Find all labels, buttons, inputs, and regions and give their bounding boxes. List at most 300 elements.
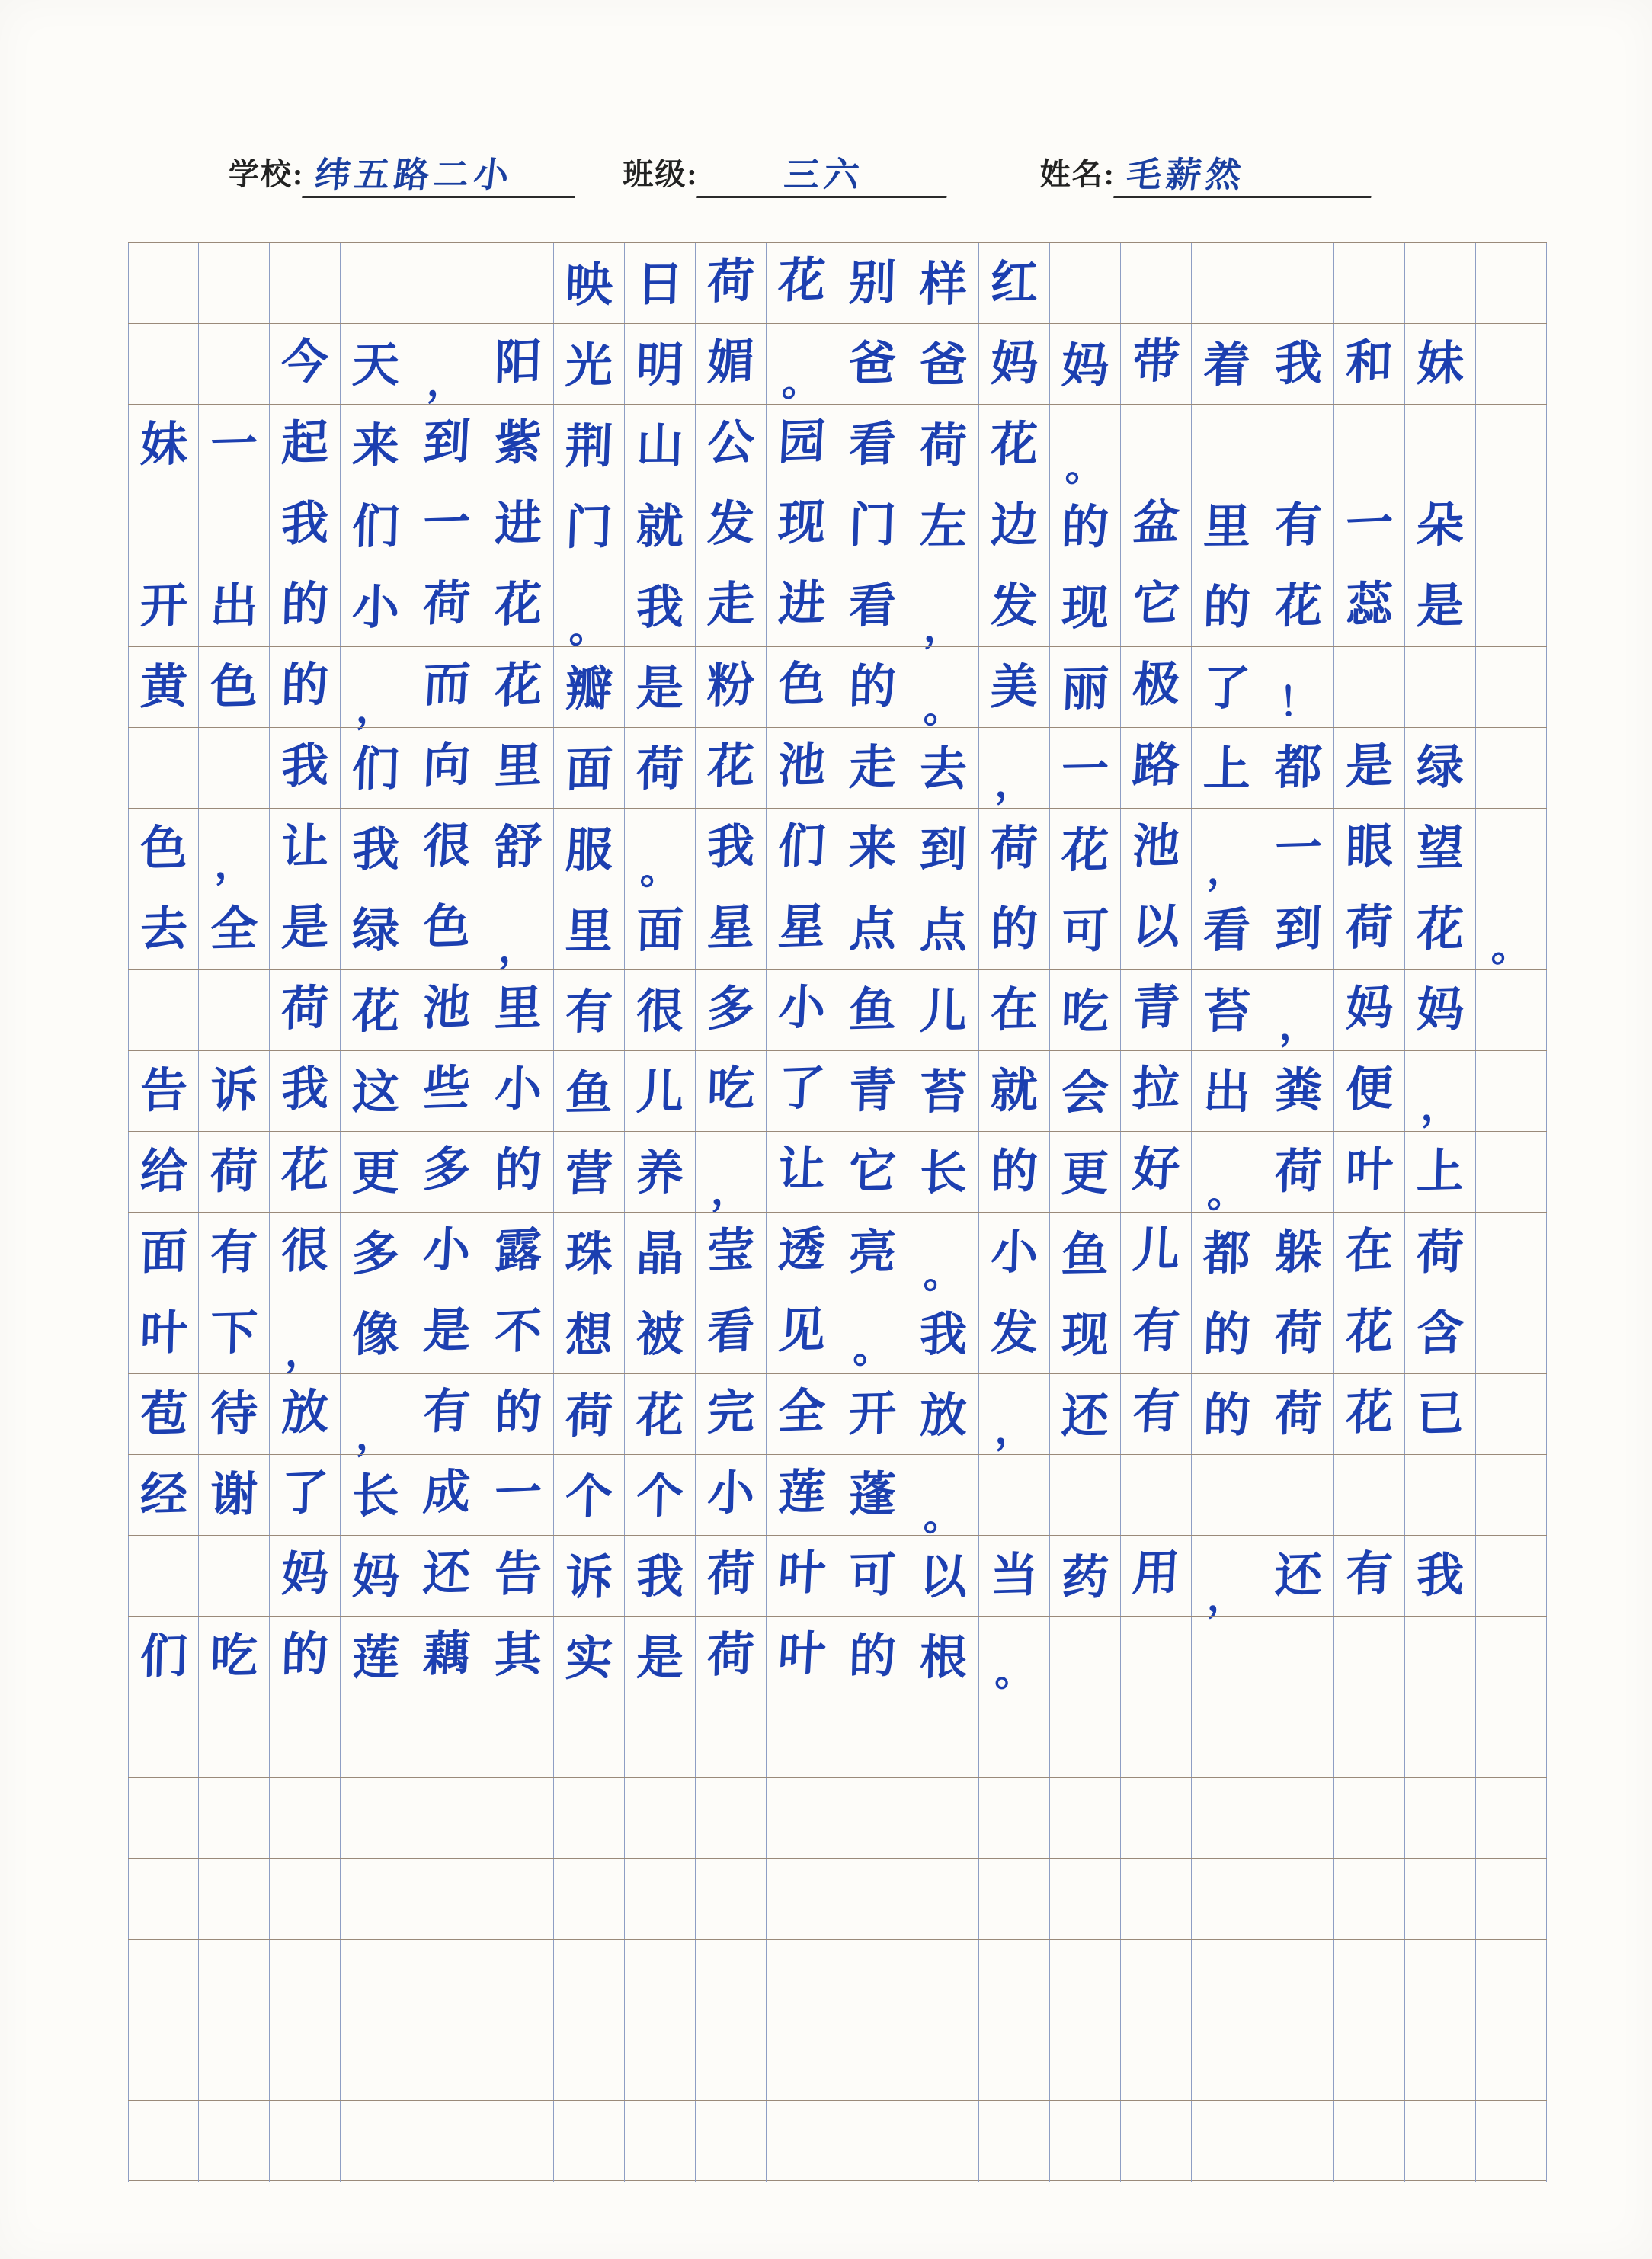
grid-cell[interactable] [1334,1132,1405,1213]
grid-cell[interactable] [482,1374,553,1455]
grid-cell[interactable] [199,2020,270,2101]
grid-cell[interactable] [554,1697,625,1778]
grid-cell[interactable] [625,1455,696,1536]
grid-cell[interactable] [1121,1455,1192,1536]
grid-cell[interactable] [199,809,270,889]
grid-cell[interactable] [908,728,979,809]
grid-cell[interactable] [696,1940,767,2020]
grid-cell[interactable] [1192,1617,1263,1697]
grid-cell[interactable] [625,647,696,728]
grid-cell[interactable] [1121,1132,1192,1213]
grid-cell[interactable] [1263,1536,1334,1617]
grid-cell[interactable] [767,1859,837,1940]
grid-cell[interactable] [341,647,411,732]
grid-cell[interactable] [696,2020,767,2101]
grid-cell[interactable] [1121,728,1192,809]
grid-cell[interactable] [270,1455,341,1536]
grid-cell[interactable] [411,1293,482,1374]
grid-cell[interactable] [908,324,979,405]
grid-cell[interactable] [979,1536,1050,1617]
grid-cell[interactable] [837,1293,908,1374]
grid-cell[interactable] [1263,647,1334,728]
grid-cell[interactable] [270,970,341,1051]
grid-cell[interactable] [908,1617,979,1697]
grid-cell[interactable] [554,2020,625,2101]
grid-cell[interactable] [1050,1374,1121,1455]
grid-cell[interactable] [1263,324,1334,405]
grid-cell[interactable] [199,1132,270,1213]
grid-cell[interactable] [270,809,341,889]
grid-cell[interactable] [128,1940,199,2020]
grid-cell[interactable] [908,1051,979,1132]
grid-cell[interactable] [270,728,341,809]
grid-cell[interactable] [625,1536,696,1617]
grid-cell[interactable] [696,1374,767,1455]
grid-cell[interactable] [1050,1859,1121,1940]
grid-cell[interactable] [767,889,837,970]
grid-cell[interactable] [979,728,1050,809]
grid-cell[interactable] [1050,1455,1121,1536]
grid-cell[interactable] [1121,2101,1192,2182]
grid-cell[interactable] [908,1940,979,2020]
grid-cell[interactable] [270,243,341,324]
grid-cell[interactable] [1050,2101,1121,2182]
grid-cell[interactable] [1192,1536,1263,1620]
grid-cell[interactable] [341,728,411,809]
grid-cell[interactable] [979,647,1050,728]
grid-cell[interactable] [625,1617,696,1697]
grid-cell[interactable] [1476,1051,1547,1132]
grid-cell[interactable] [1050,889,1121,970]
grid-cell[interactable] [1334,485,1405,566]
grid-cell[interactable] [979,889,1050,970]
grid-cell[interactable] [341,1536,411,1617]
grid-cell[interactable] [1050,2020,1121,2101]
grid-cell[interactable] [767,324,837,405]
grid-cell[interactable] [270,2020,341,2101]
grid-cell[interactable] [1334,1213,1405,1293]
grid-cell[interactable] [1334,1940,1405,2020]
grid-cell[interactable] [482,324,553,405]
grid-cell[interactable] [696,1617,767,1697]
grid-cell[interactable] [554,728,625,809]
grid-cell[interactable] [482,2020,553,2101]
grid-cell[interactable] [270,1940,341,2020]
grid-cell[interactable] [1263,728,1334,809]
grid-cell[interactable] [696,1536,767,1617]
grid-cell[interactable] [625,405,696,485]
grid-cell[interactable] [1476,1940,1547,2020]
grid-cell[interactable] [1334,2101,1405,2182]
grid-cell[interactable] [1334,889,1405,970]
grid-cell[interactable] [482,889,553,970]
grid-cell[interactable] [199,728,270,809]
grid-cell[interactable] [837,2020,908,2101]
grid-cell[interactable] [1334,728,1405,809]
grid-cell[interactable] [1263,809,1334,889]
grid-cell[interactable] [908,1697,979,1778]
grid-cell[interactable] [979,243,1050,324]
grid-cell[interactable] [411,324,482,405]
grid-cell[interactable] [270,1859,341,1940]
grid-cell[interactable] [1192,1859,1263,1940]
grid-cell[interactable] [837,1536,908,1617]
grid-cell[interactable] [625,243,696,324]
grid-cell[interactable] [1263,889,1334,970]
grid-cell[interactable] [1192,1213,1263,1293]
grid-cell[interactable] [1476,1859,1547,1940]
grid-cell[interactable] [979,1697,1050,1778]
grid-cell[interactable] [270,1213,341,1293]
grid-cell[interactable] [270,1536,341,1617]
grid-cell[interactable] [767,1132,837,1213]
grid-cell[interactable] [1050,1617,1121,1697]
grid-cell[interactable] [1121,1697,1192,1778]
grid-cell[interactable] [767,566,837,647]
grid-cell[interactable] [908,1293,979,1374]
grid-cell[interactable] [270,2101,341,2182]
grid-cell[interactable] [482,2101,553,2182]
grid-cell[interactable] [128,1132,199,1213]
grid-cell[interactable] [199,566,270,647]
grid-cell[interactable] [979,1859,1050,1940]
grid-cell[interactable] [625,970,696,1051]
grid-cell[interactable] [128,1778,199,1859]
grid-cell[interactable] [270,1778,341,1859]
grid-cell[interactable] [128,566,199,647]
grid-cell[interactable] [837,728,908,809]
grid-cell[interactable] [554,2101,625,2182]
grid-cell[interactable] [908,889,979,970]
grid-cell[interactable] [270,1374,341,1455]
grid-cell[interactable] [1121,324,1192,405]
grid-cell[interactable] [482,728,553,809]
grid-cell[interactable] [979,1051,1050,1132]
grid-cell[interactable] [767,647,837,728]
grid-cell[interactable] [341,1293,411,1374]
grid-cell[interactable] [1050,566,1121,647]
grid-cell[interactable] [1263,1132,1334,1213]
grid-cell[interactable] [341,889,411,970]
grid-cell[interactable] [979,1778,1050,1859]
grid-cell[interactable] [696,243,767,324]
grid-cell[interactable] [1405,1132,1476,1213]
grid-cell[interactable] [1050,1293,1121,1374]
grid-cell[interactable] [1192,1132,1263,1216]
grid-cell[interactable] [1476,1455,1547,1536]
grid-cell[interactable] [1050,324,1121,405]
grid-cell[interactable] [1334,647,1405,728]
grid-cell[interactable] [1476,2101,1547,2182]
grid-cell[interactable] [128,1536,199,1617]
grid-cell[interactable] [979,1940,1050,2020]
grid-cell[interactable] [979,1213,1050,1293]
grid-cell[interactable] [128,243,199,324]
grid-cell[interactable] [696,1778,767,1859]
grid-cell[interactable] [625,1859,696,1940]
grid-cell[interactable] [696,1213,767,1293]
grid-cell[interactable] [1050,647,1121,728]
grid-cell[interactable] [837,1859,908,1940]
grid-cell[interactable] [341,324,411,405]
grid-cell[interactable] [1263,2020,1334,2101]
grid-cell[interactable] [1121,647,1192,728]
grid-cell[interactable] [1050,728,1121,809]
grid-cell[interactable] [1263,970,1334,1051]
grid-cell[interactable] [411,809,482,889]
grid-cell[interactable] [1121,1213,1192,1293]
grid-cell[interactable] [908,1455,979,1540]
grid-cell[interactable] [270,1697,341,1778]
grid-cell[interactable] [767,1536,837,1617]
grid-cell[interactable] [837,2101,908,2182]
grid-cell[interactable] [341,2101,411,2182]
grid-cell[interactable] [341,1213,411,1293]
grid-cell[interactable] [1192,809,1263,893]
grid-cell[interactable] [1192,1293,1263,1374]
grid-cell[interactable] [979,1132,1050,1213]
grid-cell[interactable] [1263,1617,1334,1697]
grid-cell[interactable] [1405,1051,1476,1132]
grid-cell[interactable] [908,2101,979,2182]
grid-cell[interactable] [625,2101,696,2182]
grid-cell[interactable] [837,1778,908,1859]
grid-cell[interactable] [341,1374,411,1459]
grid-cell[interactable] [1476,405,1547,485]
grid-cell[interactable] [411,1051,482,1132]
grid-cell[interactable] [199,1374,270,1455]
grid-cell[interactable] [270,485,341,566]
grid-cell[interactable] [128,1697,199,1778]
grid-cell[interactable] [199,485,270,566]
grid-cell[interactable] [1192,1455,1263,1536]
grid-cell[interactable] [199,1455,270,1536]
grid-cell[interactable] [199,1051,270,1132]
grid-cell[interactable] [1476,1374,1547,1455]
grid-cell[interactable] [1334,1293,1405,1374]
grid-cell[interactable] [128,485,199,566]
grid-cell[interactable] [1192,1051,1263,1132]
grid-cell[interactable] [554,1374,625,1455]
grid-cell[interactable] [767,809,837,889]
grid-cell[interactable] [625,889,696,970]
grid-cell[interactable] [696,647,767,728]
grid-cell[interactable] [1405,1455,1476,1536]
grid-cell[interactable] [625,1374,696,1455]
grid-cell[interactable] [270,889,341,970]
grid-cell[interactable] [837,970,908,1051]
grid-cell[interactable] [1334,405,1405,485]
grid-cell[interactable] [1263,1859,1334,1940]
grid-cell[interactable] [1334,2020,1405,2101]
grid-cell[interactable] [128,2020,199,2101]
grid-cell[interactable] [837,1213,908,1293]
grid-cell[interactable] [128,728,199,809]
grid-cell[interactable] [411,728,482,809]
grid-cell[interactable] [908,2020,979,2101]
grid-cell[interactable] [837,1374,908,1455]
grid-cell[interactable] [979,1293,1050,1374]
grid-cell[interactable] [908,566,979,651]
grid-cell[interactable] [554,243,625,324]
grid-cell[interactable] [199,1536,270,1617]
grid-cell[interactable] [1263,1697,1334,1778]
grid-cell[interactable] [411,647,482,728]
grid-cell[interactable] [341,405,411,485]
grid-cell[interactable] [1334,1536,1405,1617]
grid-cell[interactable] [411,1374,482,1455]
grid-cell[interactable] [1405,1697,1476,1778]
grid-cell[interactable] [1192,1778,1263,1859]
grid-cell[interactable] [554,1940,625,2020]
grid-cell[interactable] [767,1213,837,1293]
grid-cell[interactable] [1050,1132,1121,1213]
grid-cell[interactable] [554,809,625,889]
grid-cell[interactable] [1334,809,1405,889]
grid-cell[interactable] [411,1697,482,1778]
grid-cell[interactable] [341,2020,411,2101]
grid-cell[interactable] [1121,1859,1192,1940]
grid-cell[interactable] [199,1697,270,1778]
grid-cell[interactable] [128,889,199,970]
grid-cell[interactable] [1476,1697,1547,1778]
grid-cell[interactable] [979,970,1050,1051]
grid-cell[interactable] [979,324,1050,405]
grid-cell[interactable] [554,1132,625,1213]
grid-cell[interactable] [199,1778,270,1859]
grid-cell[interactable] [341,243,411,324]
grid-cell[interactable] [1192,243,1263,324]
grid-cell[interactable] [482,1778,553,1859]
grid-cell[interactable] [767,1778,837,1859]
grid-cell[interactable] [411,405,482,485]
grid-cell[interactable] [625,2020,696,2101]
grid-cell[interactable] [1121,566,1192,647]
grid-cell[interactable] [482,647,553,728]
grid-cell[interactable] [482,405,553,485]
grid-cell[interactable] [341,1132,411,1213]
grid-cell[interactable] [696,1132,767,1213]
grid-cell[interactable] [837,1697,908,1778]
grid-cell[interactable] [1050,1940,1121,2020]
grid-cell[interactable] [696,1293,767,1374]
grid-cell[interactable] [270,1617,341,1697]
grid-cell[interactable] [1121,1617,1192,1697]
grid-cell[interactable] [1050,1213,1121,1293]
grid-cell[interactable] [270,1293,341,1374]
grid-cell[interactable] [554,1778,625,1859]
grid-cell[interactable] [1121,1778,1192,1859]
grid-cell[interactable] [1405,809,1476,889]
grid-cell[interactable] [1405,405,1476,485]
grid-cell[interactable] [625,1940,696,2020]
grid-cell[interactable] [696,1697,767,1778]
grid-cell[interactable] [1192,728,1263,809]
grid-cell[interactable] [1192,324,1263,405]
grid-cell[interactable] [199,243,270,324]
grid-cell[interactable] [411,1940,482,2020]
grid-cell[interactable] [837,566,908,647]
grid-cell[interactable] [625,566,696,647]
grid-cell[interactable] [1192,647,1263,728]
grid-cell[interactable] [482,1940,553,2020]
grid-cell[interactable] [767,1051,837,1132]
grid-cell[interactable] [1121,1374,1192,1455]
grid-cell[interactable] [482,1617,553,1697]
grid-cell[interactable] [1476,2020,1547,2101]
grid-cell[interactable] [554,1455,625,1536]
grid-cell[interactable] [767,1455,837,1536]
grid-cell[interactable] [554,1617,625,1697]
grid-cell[interactable] [270,1132,341,1213]
grid-cell[interactable] [1405,243,1476,324]
grid-cell[interactable] [1121,1293,1192,1374]
grid-cell[interactable] [1405,2101,1476,2182]
grid-cell[interactable] [199,1617,270,1697]
grid-cell[interactable] [270,1051,341,1132]
grid-cell[interactable] [411,1617,482,1697]
grid-cell[interactable] [625,809,696,893]
grid-cell[interactable] [908,647,979,732]
grid-cell[interactable] [1334,243,1405,324]
grid-cell[interactable] [1476,1213,1547,1293]
grid-cell[interactable] [341,1617,411,1697]
grid-cell[interactable] [1050,485,1121,566]
grid-cell[interactable] [837,1051,908,1132]
grid-cell[interactable] [696,889,767,970]
grid-cell[interactable] [837,485,908,566]
grid-cell[interactable] [625,1051,696,1132]
grid-cell[interactable] [767,1940,837,2020]
grid-cell[interactable] [199,1213,270,1293]
grid-cell[interactable] [482,1213,553,1293]
grid-cell[interactable] [1476,1293,1547,1374]
grid-cell[interactable] [1476,889,1547,970]
grid-cell[interactable] [1334,1778,1405,1859]
grid-cell[interactable] [767,1293,837,1374]
grid-cell[interactable] [837,809,908,889]
grid-cell[interactable] [1334,566,1405,647]
grid-cell[interactable] [341,1697,411,1778]
grid-cell[interactable] [128,1859,199,1940]
grid-cell[interactable] [411,243,482,324]
grid-cell[interactable] [482,1293,553,1374]
grid-cell[interactable] [554,324,625,405]
grid-cell[interactable] [1405,1213,1476,1293]
grid-cell[interactable] [128,1455,199,1536]
grid-cell[interactable] [696,2101,767,2182]
grid-cell[interactable] [1405,1536,1476,1617]
grid-cell[interactable] [482,809,553,889]
grid-cell[interactable] [482,970,553,1051]
grid-cell[interactable] [1405,566,1476,647]
grid-cell[interactable] [1050,405,1121,490]
grid-cell[interactable] [554,1859,625,1940]
grid-cell[interactable] [1405,485,1476,566]
grid-cell[interactable] [696,1455,767,1536]
grid-cell[interactable] [341,1778,411,1859]
grid-cell[interactable] [341,809,411,889]
grid-cell[interactable] [1121,405,1192,485]
grid-cell[interactable] [1263,1455,1334,1536]
grid-cell[interactable] [767,1617,837,1697]
grid-cell[interactable] [1050,1697,1121,1778]
grid-cell[interactable] [411,1213,482,1293]
grid-cell[interactable] [1476,1617,1547,1697]
grid-cell[interactable] [1263,243,1334,324]
grid-cell[interactable] [1334,1455,1405,1536]
grid-cell[interactable] [1476,970,1547,1051]
